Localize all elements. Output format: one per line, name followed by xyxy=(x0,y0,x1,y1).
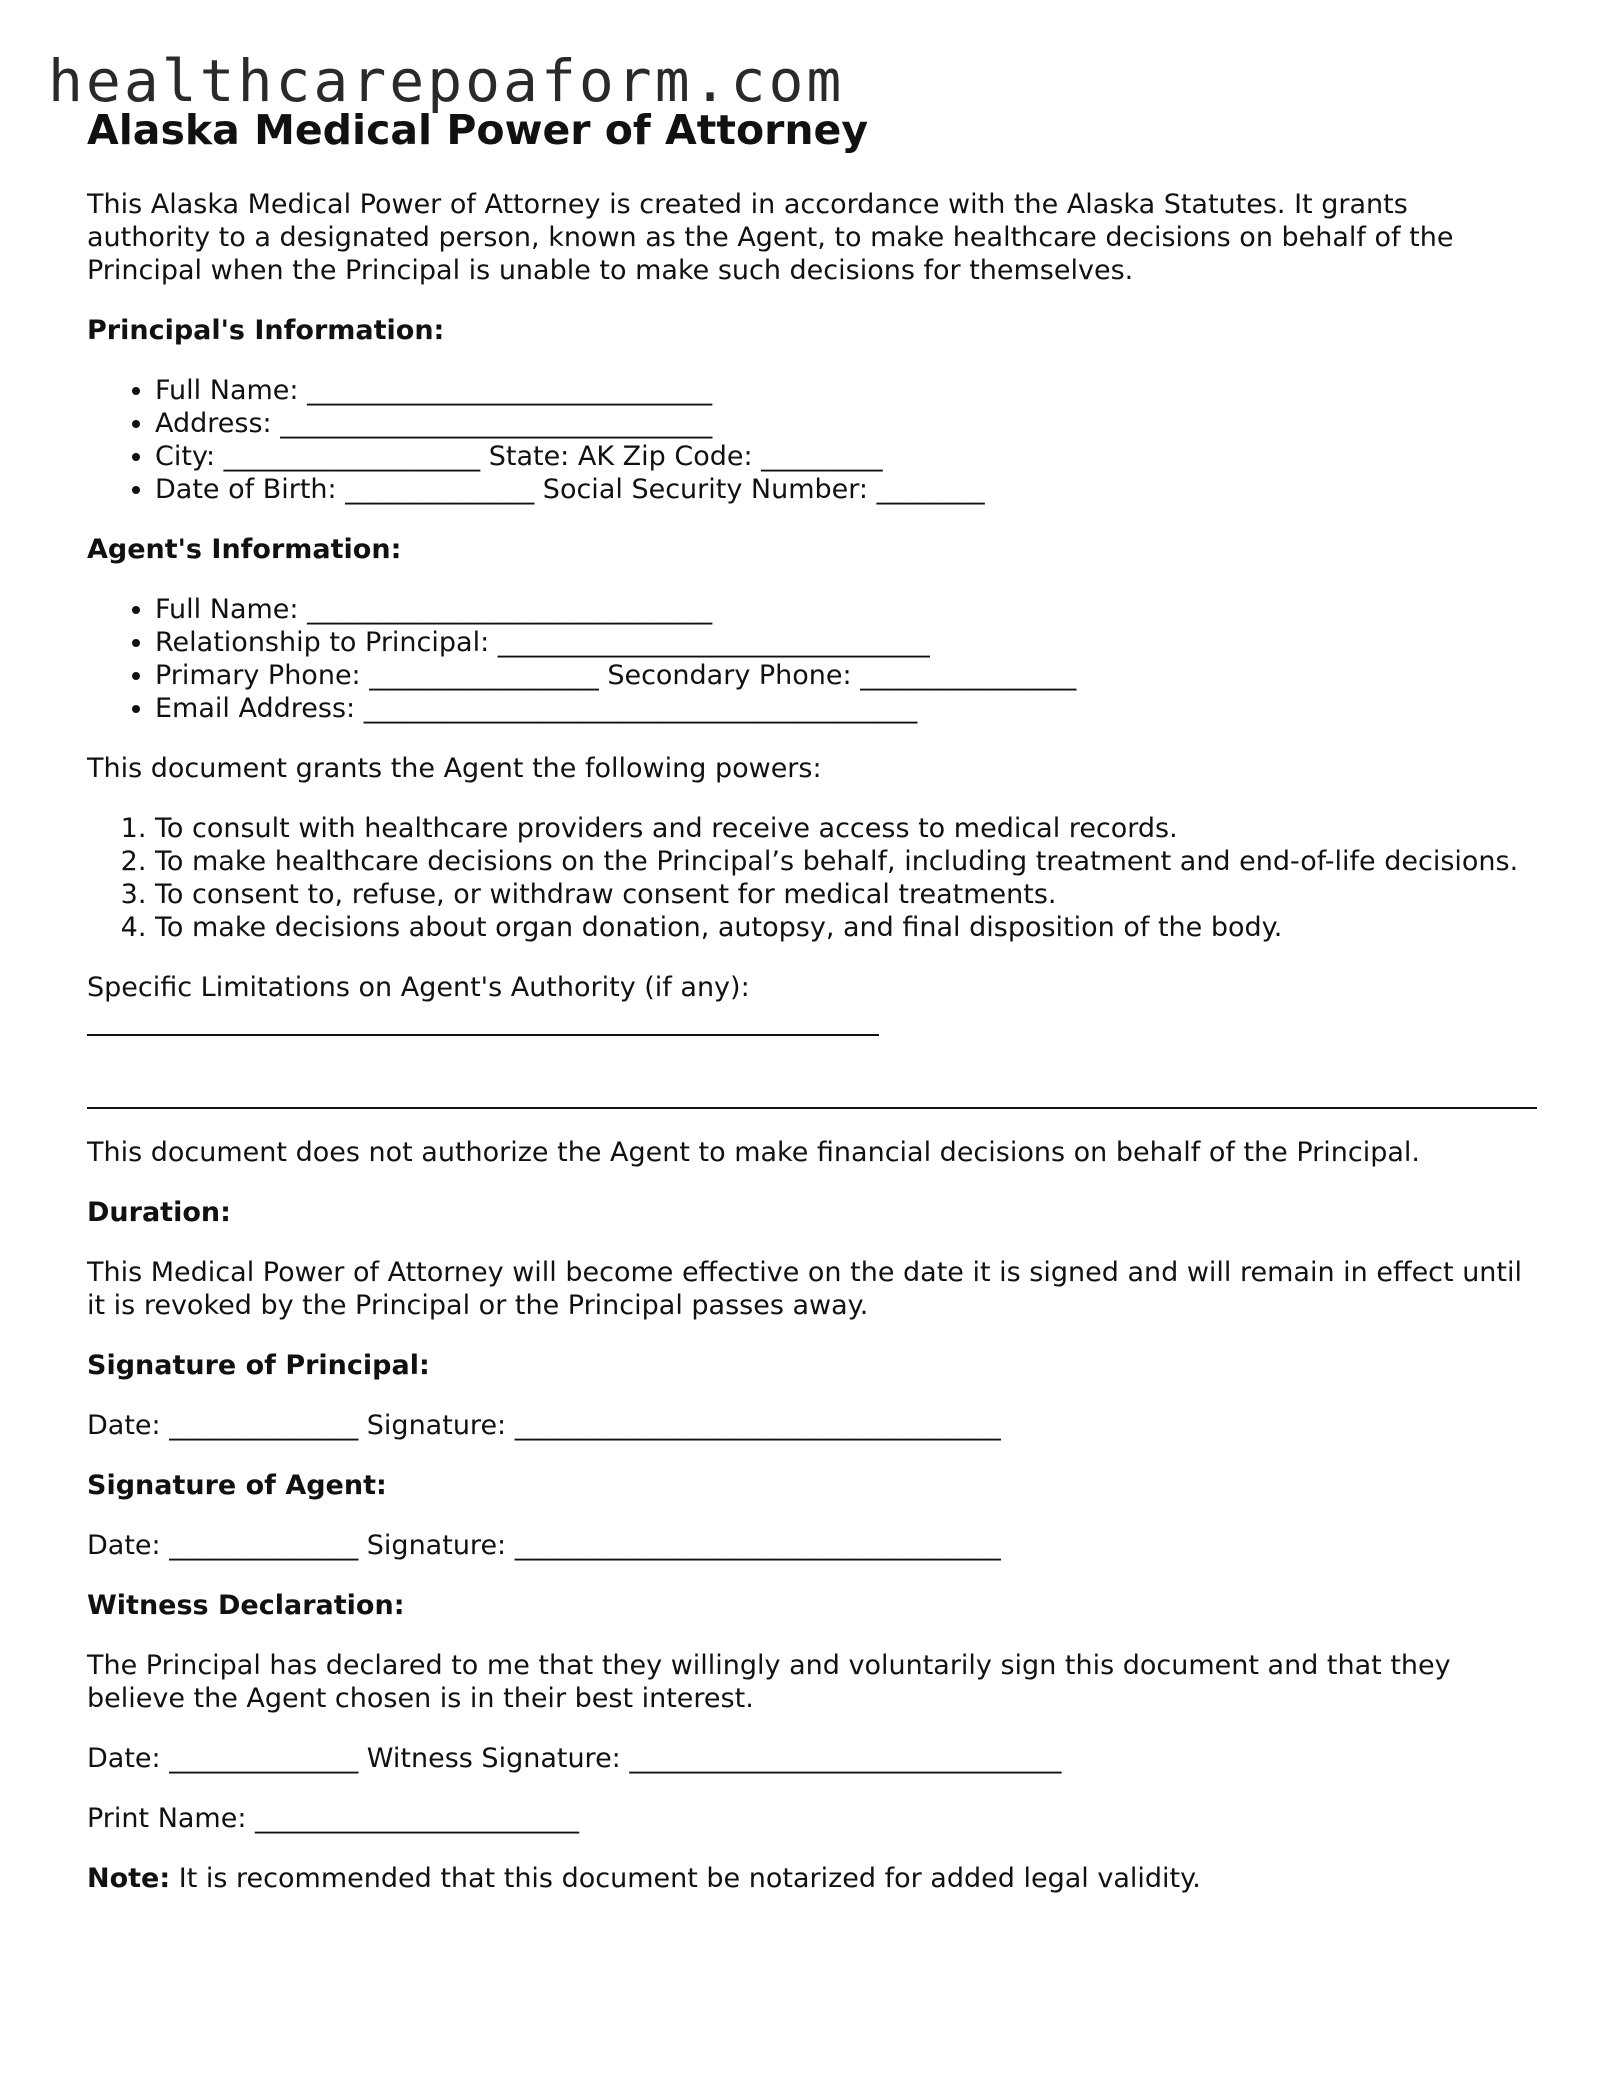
principal-address-field[interactable]: • Address: ________________________________ xyxy=(155,407,1537,440)
witness-signature-line[interactable]: Date: ______________ Witness Signature: ________________________________ xyxy=(87,1743,1062,1774)
agent-heading: Agent's Information: xyxy=(87,534,402,565)
duration-text: This Medical Power of Attorney will become effective on the date it is signed and will remain in effect until it is revoked by the Principal or the Principal passes away. xyxy=(87,1257,1523,1321)
limitations-label: Specific Limitations on Agent's Authority (if any): xyxy=(87,972,750,1003)
witness-text: The Principal has declared to me that they willingly and voluntarily sign this document and that they believe the Agent chosen is in their best interest. xyxy=(87,1650,1451,1714)
duration-heading: Duration: xyxy=(87,1197,231,1228)
principal-signature-line[interactable]: Date: ______________ Signature: ____________________________________ xyxy=(87,1410,1001,1441)
powers-intro: This document grants the Agent the following powers: xyxy=(87,753,822,784)
limitations-block xyxy=(87,971,1537,1109)
site-watermark: healthcarepoaform.com xyxy=(48,47,845,115)
agent-fields xyxy=(87,593,1537,725)
agent-signature-line[interactable]: Date: ______________ Signature: ____________________________________ xyxy=(87,1530,1001,1561)
agent-phone-field[interactable]: • Primary Phone: _________________ Secondary Phone: ________________ xyxy=(155,659,1537,692)
principal-fields xyxy=(87,374,1537,506)
power-item: 4. To make decisions about organ donation, autopsy, and final disposition of the body. xyxy=(155,911,1537,944)
principal-heading: Principal's Information: xyxy=(87,315,445,346)
power-item: 1. To consult with healthcare providers and receive access to medical records. xyxy=(155,812,1537,845)
agent-relationship-field[interactable]: • Relationship to Principal: ________________________________ xyxy=(155,626,1537,659)
document-page xyxy=(87,106,1537,1922)
financial-note: This document does not authorize the Agent to make financial decisions on behalf of the Principal. xyxy=(87,1137,1420,1168)
witness-print-name-line[interactable]: Print Name: ________________________ xyxy=(87,1803,580,1834)
note-label: Note: xyxy=(87,1863,171,1894)
document-title: Alaska Medical Power of Attorney xyxy=(87,106,869,154)
agent-full-name-field[interactable]: • Full Name: ______________________________ xyxy=(155,593,1537,626)
principal-dob-ssn-field[interactable]: • Date of Birth: ______________ Social Security Number: ________ xyxy=(155,473,1537,506)
powers-list xyxy=(87,812,1537,944)
witness-heading: Witness Declaration: xyxy=(87,1590,405,1621)
power-item: 3. To consent to, refuse, or withdraw consent for medical treatments. xyxy=(155,878,1537,911)
principal-full-name-field[interactable]: • Full Name: ______________________________ xyxy=(155,374,1537,407)
agent-email-field[interactable]: • Email Address: _________________________________________ xyxy=(155,692,1537,725)
limitations-line-2[interactable] xyxy=(87,1074,1537,1109)
note-paragraph xyxy=(87,1862,1537,1895)
principal-city-state-zip-field[interactable]: • City: ___________________ State: AK Zip Code: _________ xyxy=(155,440,1537,473)
limitations-line-1[interactable] xyxy=(87,1004,879,1036)
note-text: It is recommended that this document be notarized for added legal validity. xyxy=(170,1863,1201,1894)
intro-paragraph: This Alaska Medical Power of Attorney is created in accordance with the Alaska Statutes. It grants authority to a designated person, known as the Agent, to make healthcare decisions on behalf of the Principal when the Principal is unable to make such decisions for themselves. xyxy=(87,189,1454,286)
power-item: 2. To make healthcare decisions on the Principal’s behalf, including treatment and end-of-life decisions. xyxy=(155,845,1537,878)
principal-signature-heading: Signature of Principal: xyxy=(87,1350,430,1381)
agent-signature-heading: Signature of Agent: xyxy=(87,1470,387,1501)
